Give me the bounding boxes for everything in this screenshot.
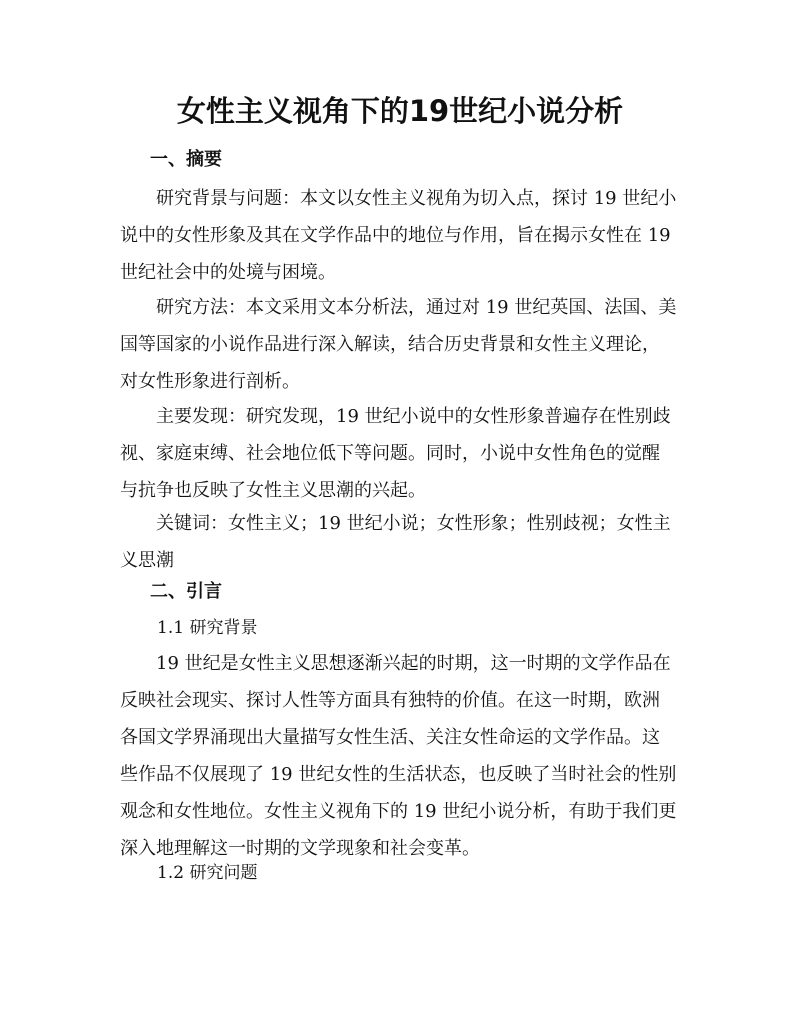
text-line: 说中的女性形象及其在文学作品中的地位与作用，旨在揭示女性在 19 — [120, 225, 671, 246]
text-line: 19 世纪是女性主义思想逐渐兴起的时期，这一时期的文学作品在 — [156, 653, 671, 674]
text-line: 深入地理解这一时期的文学现象和社会变革。 — [120, 838, 480, 859]
subsection-heading-research-questions: 1.2 研究问题 — [157, 863, 258, 883]
paragraph-main-findings — [120, 398, 680, 509]
document-title: 女性主义视角下的19世纪小说分析 — [176, 94, 624, 128]
text-line: 对女性形象进行剖析。 — [120, 371, 300, 392]
text-line: 观念和女性地位。女性主义视角下的 19 世纪小说分析，有助于我们更 — [120, 801, 677, 822]
text-line: 义思潮 — [120, 550, 174, 571]
text-line: 视、家庭束缚、社会地位低下等问题。同时，小说中女性角色的觉醒 — [120, 443, 660, 464]
text-line: 研究背景与问题：本文以女性主义视角为切入点，探讨 19 世纪小 — [156, 188, 677, 209]
text-line: 关键词：女性主义；19 世纪小说；女性形象；性别歧视；女性主 — [156, 513, 671, 534]
text-line: 世纪社会中的处境与困境。 — [120, 262, 336, 283]
text-line: 与抗争也反映了女性主义思潮的兴起。 — [120, 480, 426, 501]
paragraph-research-method — [120, 289, 680, 400]
text-line: 研究方法：本文采用文本分析法，通过对 19 世纪英国、法国、美 — [156, 297, 677, 318]
text-line: 反映社会现实、探讨人性等方面具有独特的价值。在这一时期，欧洲 — [120, 690, 660, 711]
section-heading-abstract: 一、摘要 — [150, 149, 222, 170]
subsection-heading-background: 1.1 研究背景 — [157, 618, 258, 638]
text-line: 国等国家的小说作品进行深入解读，结合历史背景和女性主义理论， — [120, 334, 660, 355]
text-line: 主要发现：研究发现，19 世纪小说中的女性形象普遍存在性别歧 — [156, 406, 671, 427]
paragraph-keywords — [120, 505, 680, 579]
paragraph-introduction-background — [120, 645, 680, 867]
text-line: 些作品不仅展现了 19 世纪女性的生活状态，也反映了当时社会的性别 — [120, 764, 677, 785]
text-line: 各国文学界涌现出大量描写女性生活、关注女性命运的文学作品。这 — [120, 727, 660, 748]
paragraph-research-background — [120, 180, 680, 291]
section-heading-introduction: 二、引言 — [150, 581, 222, 602]
